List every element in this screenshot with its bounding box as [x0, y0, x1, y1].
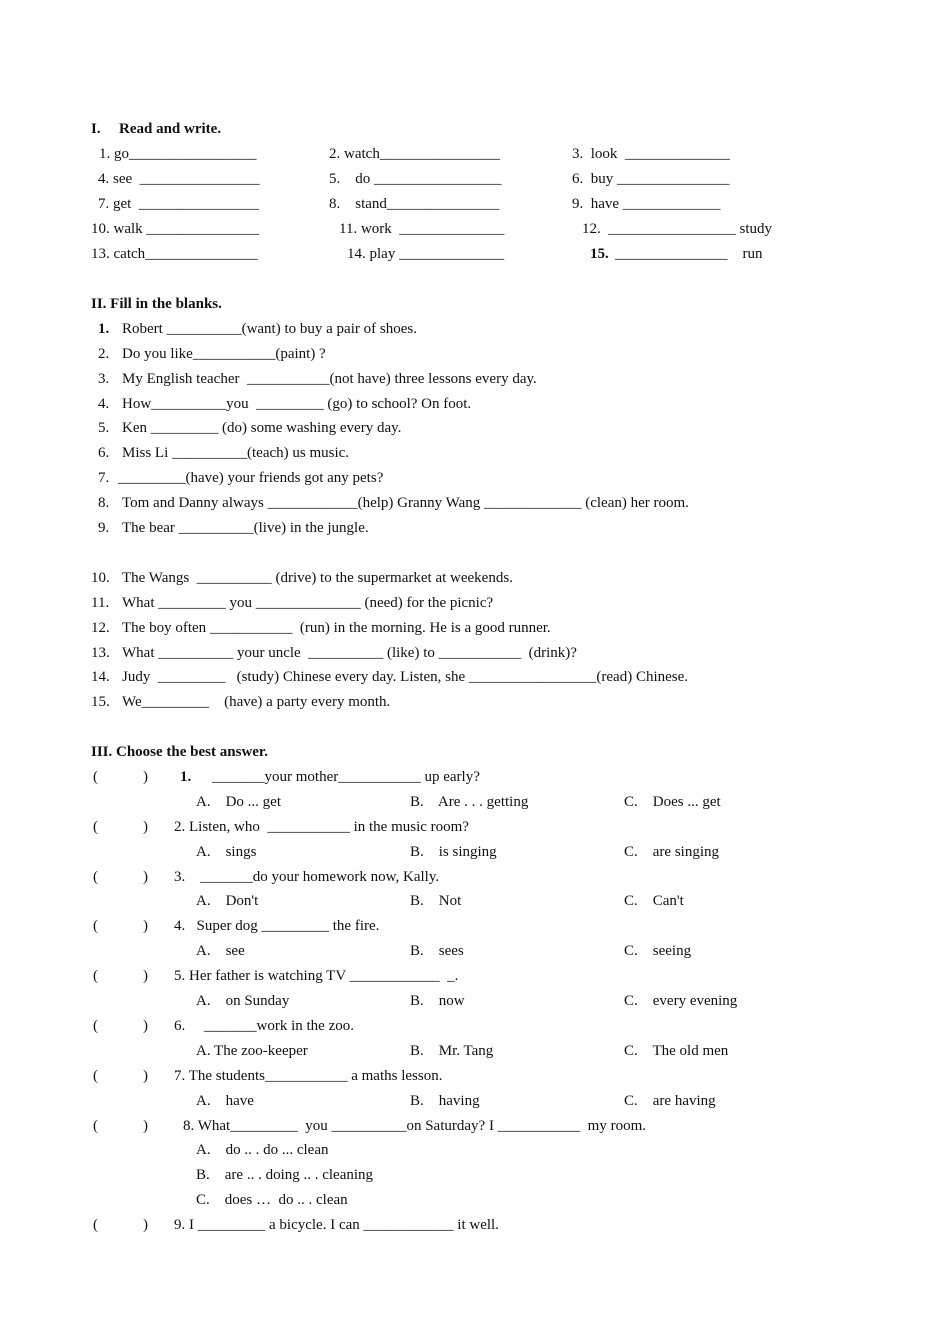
- answer-paren-open: (: [93, 1217, 98, 1233]
- answer-paren-open: (: [93, 819, 98, 835]
- question-text: 5. Her father is watching TV ____________ _.: [174, 968, 459, 984]
- question-1-number: 1.: [180, 769, 192, 785]
- option-b: B. now: [410, 993, 465, 1009]
- answer-paren-close: ): [143, 1118, 148, 1134]
- fill-item-text: Do you like___________(paint) ?: [122, 346, 326, 362]
- fill-item-number: 8.: [98, 495, 110, 511]
- option-a: A. sings: [196, 844, 257, 860]
- answer-paren-open: (: [93, 869, 98, 885]
- answer-paren-open: (: [93, 1068, 98, 1084]
- option-a: A. have: [196, 1093, 254, 1109]
- fill-item-number: 12.: [91, 620, 110, 636]
- fill-item-text: How__________you _________ (go) to school? On foot.: [122, 396, 472, 412]
- fill-item-text: _________(have) your friends got any pets?: [118, 470, 384, 486]
- word-item-10: 10. walk _______________: [91, 221, 259, 237]
- option-c: C. are singing: [624, 844, 719, 860]
- option-b: B. is singing: [410, 844, 497, 860]
- fill-item-number: 3.: [98, 371, 110, 387]
- fill-item-number: 4.: [98, 396, 110, 412]
- fill-item-number: 2.: [98, 346, 110, 362]
- answer-paren-close: ): [143, 918, 148, 934]
- fill-item-number: 7.: [98, 470, 110, 486]
- answer-paren-close: ): [143, 769, 148, 785]
- section-1-title: Read and write.: [119, 121, 222, 137]
- question-text: 8. What_________ you __________on Saturday? I ___________ my room.: [183, 1118, 647, 1134]
- fill-item-text: What _________ you ______________ (need) for the picnic?: [122, 595, 494, 611]
- fill-item-number: 13.: [91, 645, 110, 661]
- fill-item-text: Tom and Danny always ____________(help) Granny Wang _____________ (clean) her room.: [122, 495, 689, 511]
- fill-item-number: 11.: [91, 595, 110, 611]
- fill-item-number: 14.: [91, 669, 110, 685]
- word-item-1: 1. go_________________: [99, 146, 257, 162]
- word-item-12: 12. _________________ study: [582, 221, 773, 237]
- fill-item-text: Miss Li __________(teach) us music.: [122, 445, 350, 461]
- answer-paren-open: (: [93, 1118, 98, 1134]
- answer-paren-close: ): [143, 968, 148, 984]
- question-text: 3. _______do your homework now, Kally.: [174, 869, 440, 885]
- option-c: C. seeing: [624, 943, 692, 959]
- answer-paren-open: (: [93, 769, 98, 785]
- fill-item-text: Judy _________ (study) Chinese every day. Listen, she _________________(read) Chinese.: [122, 669, 689, 685]
- option-b: B. sees: [410, 943, 464, 959]
- word-item-3: 3. look ______________: [572, 146, 730, 162]
- question-text: 9. I _________ a bicycle. I can ____________ it well.: [174, 1217, 499, 1233]
- question-text: 2. Listen, who ___________ in the music room?: [174, 819, 469, 835]
- section-1-number: I.: [91, 121, 101, 137]
- fill-item-number: 6.: [98, 445, 110, 461]
- word-item-9: 9. have _____________: [572, 196, 721, 212]
- option-b: B. Not: [410, 893, 462, 909]
- option-a: A. on Sunday: [196, 993, 290, 1009]
- fill-item-text: We_________ (have) a party every month.: [122, 694, 391, 710]
- option-b: B. having: [410, 1093, 480, 1109]
- question-text: 7. The students___________ a maths lesson.: [174, 1068, 443, 1084]
- question-1-text: _______your mother___________ up early?: [212, 769, 480, 785]
- option-a: A. Do ... get: [196, 794, 281, 810]
- fill-item-number: 1.: [98, 321, 110, 337]
- fill-item-text: Robert __________(want) to buy a pair of shoes.: [122, 321, 417, 337]
- answer-paren-open: (: [93, 918, 98, 934]
- answer-paren-close: ): [143, 1217, 148, 1233]
- option-b: B. are .. . doing .. . cleaning: [196, 1167, 374, 1183]
- fill-item-number: 9.: [98, 520, 110, 536]
- fill-item-number: 5.: [98, 420, 110, 436]
- fill-item-number: 15.: [91, 694, 110, 710]
- option-c: C. are having: [624, 1093, 716, 1109]
- option-b: B. Mr. Tang: [410, 1043, 494, 1059]
- word-item-2: 2. watch________________: [329, 146, 500, 162]
- answer-paren-open: (: [93, 968, 98, 984]
- fill-item-text: What __________ your uncle __________ (like) to ___________ (drink)?: [122, 645, 577, 661]
- answer-paren-close: ): [143, 1068, 148, 1084]
- fill-item-text: The boy often ___________ (run) in the morning. He is a good runner.: [122, 620, 551, 636]
- option-c: C. every evening: [624, 993, 738, 1009]
- answer-paren-open: (: [93, 1018, 98, 1034]
- answer-paren-close: ): [143, 819, 148, 835]
- answer-paren-close: ): [143, 1018, 148, 1034]
- question-text: 4. Super dog _________ the fire.: [174, 918, 380, 934]
- option-a: A. Don't: [196, 893, 259, 909]
- option-c: C. does … do .. . clean: [196, 1192, 348, 1208]
- option-a: A. The zoo-keeper: [196, 1043, 308, 1059]
- word-item-4: 4. see ________________: [98, 171, 260, 187]
- option-c: C. Does ... get: [624, 794, 721, 810]
- section-2-title: II. Fill in the blanks.: [91, 296, 222, 312]
- option-c: C. The old men: [624, 1043, 729, 1059]
- fill-item-text: The bear __________(live) in the jungle.: [122, 520, 369, 536]
- fill-item-text: My English teacher ___________(not have) three lessons every day.: [122, 371, 537, 387]
- word-item-5: 5. do _________________: [329, 171, 502, 187]
- answer-paren-close: ): [143, 869, 148, 885]
- fill-item-number: 10.: [91, 570, 110, 586]
- word-item-15-number: 15.: [590, 246, 609, 262]
- fill-item-text: Ken _________ (do) some washing every day.: [122, 420, 402, 436]
- option-b: B. Are . . . getting: [410, 794, 529, 810]
- word-item-11: 11. work ______________: [339, 221, 505, 237]
- section-3-title: III. Choose the best answer.: [91, 744, 268, 760]
- word-item-15: _______________ run: [615, 246, 763, 262]
- option-c: C. Can't: [624, 893, 684, 909]
- word-item-7: 7. get ________________: [98, 196, 259, 212]
- word-item-14: 14. play ______________: [347, 246, 505, 262]
- option-a: A. see: [196, 943, 245, 959]
- word-item-6: 6. buy _______________: [572, 171, 730, 187]
- word-item-8: 8. stand_______________: [329, 196, 500, 212]
- option-a: A. do .. . do ... clean: [196, 1142, 329, 1158]
- fill-item-text: The Wangs __________ (drive) to the supermarket at weekends.: [122, 570, 513, 586]
- word-item-13: 13. catch_______________: [91, 246, 258, 262]
- question-text: 6. _______work in the zoo.: [174, 1018, 354, 1034]
